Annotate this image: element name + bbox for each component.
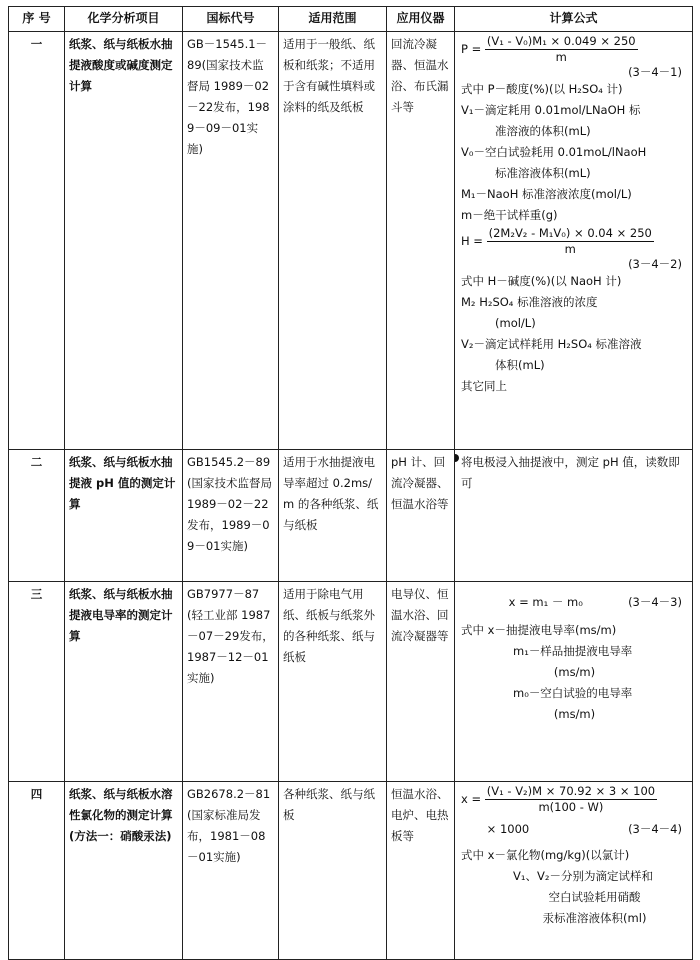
fraction: $\frac{\text{(2M₂V₂ - M₁V₀) × 0.04 × 250}}{m}$ (488, 226, 652, 256)
row-seq: 二 (9, 450, 65, 582)
table-row (9, 582, 693, 782)
equation-number: (3－4－3) (628, 595, 682, 609)
formula-text: 将电极浸入抽提液中，测定 pH 值，读数即可 (461, 455, 680, 490)
formula-legend: (ms/m) (553, 707, 596, 721)
row-formula (455, 582, 693, 782)
formula-legend: M₂ H₂SO₄ 标准溶液的浓度 (461, 295, 598, 309)
equation-number: (3－4－1) (628, 65, 682, 79)
row-scope: 各种纸浆、纸与纸板 (279, 782, 387, 960)
row-item: 纸浆、纸与纸板水抽提液 pH 值的测定计算 (65, 450, 183, 582)
formula-legend: 式中 x－氯化物(mg/kg)(以氯计) (461, 848, 630, 862)
fraction: $\frac{\text{(V₁ - V₀)M₁ × 0.049 × 250}}{m}$ (486, 34, 636, 64)
formula-conductivity: x = m₁ － m₀ (3－4－3) (461, 592, 688, 612)
row-instrument: 电导仪、恒温水浴、回流冷凝器等 (387, 582, 455, 782)
formula-multiplier-line: × 1000 (3－4－4) (461, 819, 688, 839)
row-seq: 三 (9, 582, 65, 782)
row-seq: 一 (9, 32, 65, 450)
row-code: GB7977－87(轻工业部 1987－07－29发布，1987－12－01实施) (183, 582, 279, 782)
row-item: 纸浆、纸与纸板水溶性氯化物的测定计算(方法一：硝酸汞法) (65, 782, 183, 960)
formula-legend: V₂－滴定试样耗用 H₂SO₄ 标准溶液 (461, 337, 642, 351)
equation-number: (3－4－4) (628, 822, 682, 836)
formula-acidity: P = $\frac{\text{(V₁ - V₀)M₁ × 0.049 × 250}}{m}$ (461, 34, 636, 64)
row-instrument: 回流冷凝器、恒温水浴、布氏漏斗等 (387, 32, 455, 450)
formula-legend: 式中 P－酸度(%)(以 H₂SO₄ 计) (461, 82, 623, 96)
formula-legend: V₁－滴定耗用 0.01mol/LNaOH 标 (461, 103, 641, 117)
formula-legend: 空白试验耗用硝酸 (548, 890, 641, 904)
bullet-dot (455, 454, 460, 462)
formula-legend: (ms/m) (553, 665, 596, 679)
standards-table-page (8, 6, 692, 950)
row-scope: 适用于除电气用纸、纸板与纸浆外的各种纸浆、纸与纸板 (279, 582, 387, 782)
formula-legend: 其它同上 (461, 379, 507, 393)
row-scope: 适用于一般纸、纸板和纸浆；不适用于含有碱性填料或涂料的纸及纸板 (279, 32, 387, 450)
header-seq: 序 号 (9, 7, 65, 32)
formula-legend: (mol/L) (495, 316, 536, 330)
row-seq: 四 (9, 782, 65, 960)
formula-legend: m－绝干试样重(g) (461, 208, 558, 222)
formula-legend: V₁、V₂－分别为滴定试样和 (513, 869, 653, 883)
header-instrument: 应用仪器 (387, 7, 455, 32)
row-code: GB1545.2－89(国家技术监督局 1989－02－22 发布，1989－09－01实施) (183, 450, 279, 582)
row-instrument: 恒温水浴、电炉、电热板等 (387, 782, 455, 960)
table-header-row (9, 7, 693, 32)
header-scope: 适用范围 (279, 7, 387, 32)
standards-table (8, 6, 693, 960)
header-formula: 计算公式 (455, 7, 693, 32)
row-item: 纸浆、纸与纸板水抽提液电导率的测定计算 (65, 582, 183, 782)
table-row (9, 782, 693, 960)
formula-alkalinity: H = $\frac{\text{(2M₂V₂ - M₁V₀) × 0.04 × 250}}{m}$ (461, 226, 652, 256)
formula-legend: 式中 x－抽提液电导率(ms/m) (461, 623, 617, 637)
formula-legend: m₀－空白试验的电导率 (513, 686, 633, 700)
equation-number: (3－4－2) (628, 257, 682, 271)
row-scope: 适用于水抽提液电导率超过 0.2ms/m 的各种纸浆、纸与纸板 (279, 450, 387, 582)
row-instrument: pH 计、回流冷凝器、恒温水浴等 (387, 450, 455, 582)
formula-legend: 标准溶液体积(mL) (495, 166, 591, 180)
formula-legend: 准溶液的体积(mL) (495, 124, 591, 138)
row-formula (455, 450, 693, 582)
row-item: 纸浆、纸与纸板水抽提液酸度或碱度测定计算 (65, 32, 183, 450)
table-row (9, 450, 693, 582)
row-formula (455, 32, 693, 450)
header-code: 国标代号 (183, 7, 279, 32)
row-code: GB2678.2－81(国家标准局发布，1981－08－01实施) (183, 782, 279, 960)
formula-legend: 汞标准溶液体积(ml) (542, 911, 647, 925)
formula-legend: m₁－样品抽提液电导率 (513, 644, 633, 658)
formula-legend: M₁－NaoH 标准溶液浓度(mol/L) (461, 187, 632, 201)
formula-legend: 体积(mL) (495, 358, 545, 372)
fraction: $\frac{\text{(V₁ - V₂)M × 70.92 × 3 × 100}}{m(100 - W)}$ (486, 784, 656, 814)
formula-chloride: x = $\frac{\text{(V₁ - V₂)M × 70.92 × 3 × 100}}{m(100 - W)}$ (461, 784, 656, 814)
formula-legend: 式中 H－碱度(%)(以 NaoH 计) (461, 274, 622, 288)
row-formula (455, 782, 693, 960)
formula-legend: V₀－空白试验耗用 0.01moL/lNaoH (461, 145, 647, 159)
table-row (9, 32, 693, 450)
header-item: 化学分析项目 (65, 7, 183, 32)
row-code: GB－1545.1－89(国家技术监督局 1989－02－22发布，1989－09－01实施) (183, 32, 279, 450)
